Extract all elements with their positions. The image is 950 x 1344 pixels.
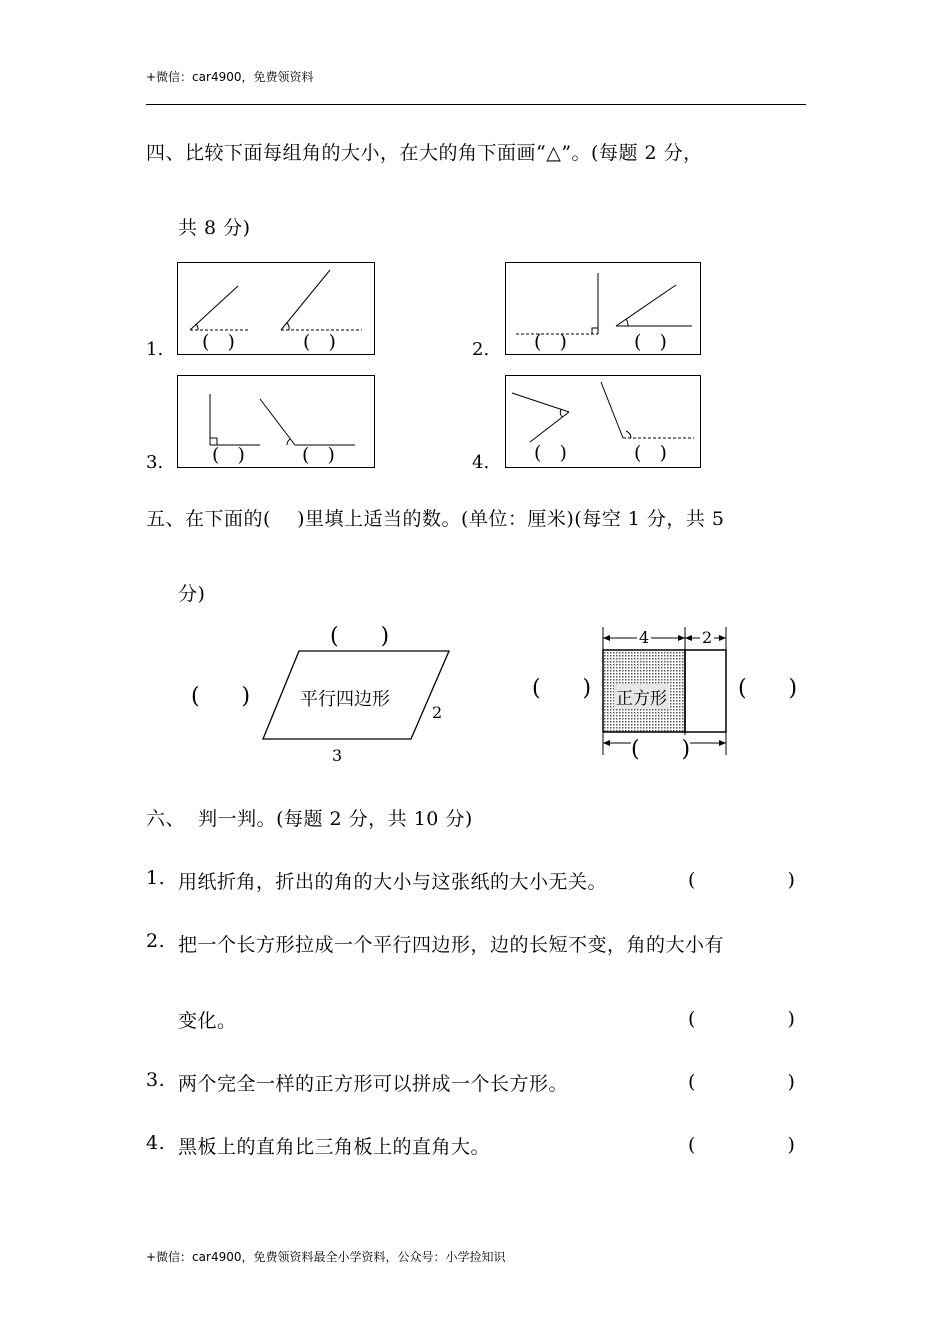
- square-top-left-value: 4: [639, 628, 650, 647]
- square-top-right-value: 2: [702, 628, 713, 647]
- s6-item4-text: 黑板上的直角比三角板上的直角大。: [178, 1136, 491, 1158]
- s4-item3-box: [177, 375, 375, 468]
- square-label: 正方形: [614, 684, 669, 709]
- s6-item2-num: 2.: [146, 930, 166, 952]
- s4-item2-num: 2.: [472, 339, 490, 360]
- s6-item3-text: 两个完全一样的正方形可以拼成一个长方形。: [178, 1073, 569, 1095]
- s4-item2-right-paren[interactable]: ( ): [634, 331, 667, 353]
- s6-item3-paren[interactable]: ( ): [688, 1071, 796, 1093]
- s4-item1-num: 1.: [146, 339, 164, 360]
- header-text: +微信：car4900，免费领资料: [146, 70, 314, 84]
- s6-item1-paren[interactable]: ( ): [688, 869, 796, 891]
- section6-title: 六、 判一判。(每题 2 分，共 10 分): [146, 808, 473, 830]
- parallelogram-bottom-value: 3: [332, 746, 343, 765]
- s6-item1-num: 1.: [146, 867, 166, 889]
- s4-item1-left-paren[interactable]: ( ): [202, 331, 235, 353]
- s4-item4-right-paren[interactable]: ( ): [634, 442, 667, 464]
- s4-item2-left-paren[interactable]: ( ): [534, 331, 567, 353]
- parallelogram-side-value: 2: [432, 703, 443, 722]
- footer-text: +微信：car4900，免费领资料最全小学资料，公众号：小学捡知识: [146, 1250, 506, 1264]
- s4-item1-box: [177, 262, 375, 355]
- s6-item2-text: 把一个长方形拉成一个平行四边形，边的长短不变，角的大小有: [178, 934, 725, 956]
- parallelogram-top-paren[interactable]: ( ): [330, 624, 390, 649]
- s4-item4-box: [505, 375, 701, 468]
- s6-item4-paren[interactable]: ( ): [688, 1134, 796, 1156]
- parallelogram-label: 平行四边形: [300, 689, 390, 710]
- s6-item1-text: 用纸折角，折出的角的大小与这张纸的大小无关。: [178, 871, 608, 893]
- s4-item2-box: [505, 262, 701, 355]
- s6-item4-num: 4.: [146, 1132, 166, 1154]
- s6-item2-text-cont: 变化。: [178, 1010, 237, 1032]
- s6-item2-paren[interactable]: ( ): [688, 1008, 796, 1030]
- s4-item4-left-paren[interactable]: ( ): [534, 442, 567, 464]
- square-bottom-paren[interactable]: ( ): [631, 737, 691, 762]
- s4-item3-right-paren[interactable]: ( ): [302, 444, 335, 466]
- section4-title-cont: 共 8 分): [178, 217, 251, 239]
- s4-item3-num: 3.: [146, 452, 164, 473]
- section4-title: 四、比较下面每组角的大小，在大的角下面画“△”。(每题 2 分，: [146, 142, 703, 164]
- square-left-paren[interactable]: ( ): [532, 676, 592, 701]
- s6-item3-num: 3.: [146, 1069, 166, 1091]
- s4-item4-num: 4.: [472, 452, 490, 473]
- s4-item1-right-paren[interactable]: ( ): [303, 331, 336, 353]
- section5-title-cont: 分): [178, 583, 206, 605]
- parallelogram-left-paren[interactable]: ( ): [191, 684, 251, 709]
- s4-item3-angles: [178, 376, 374, 467]
- header-rule: [146, 104, 806, 105]
- section5-title: 五、在下面的( )里填上适当的数。(单位：厘米)(每空 1 分，共 5: [146, 508, 725, 530]
- square-right-paren[interactable]: ( ): [738, 676, 798, 701]
- s4-item3-left-paren[interactable]: ( ): [212, 444, 245, 466]
